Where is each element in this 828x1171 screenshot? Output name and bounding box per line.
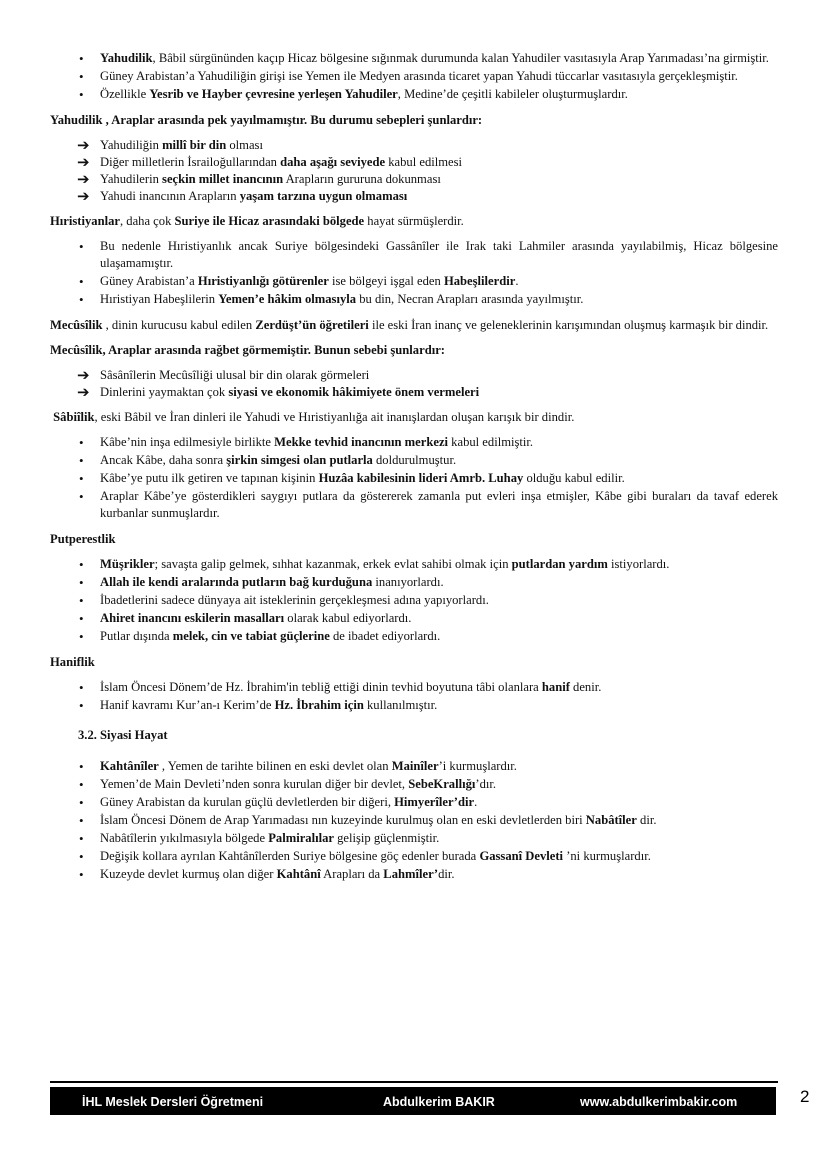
list-item: • Müşrikler; savaşta galip gelmek, sıhhat kazanmak, erkek evlat sahibi olmak için putlardan yardım istiyorlardı. bbox=[50, 556, 778, 573]
list-item: • İbadetlerini sadece dünyaya ait isteklerinin gerçekleşmesi adına yapıyorlardı. bbox=[50, 592, 778, 609]
list-item: ➔ Yahudilerin seçkin millet inancının Arapların gururuna dokunması bbox=[77, 170, 441, 188]
list-item: • Güney Arabistan’a Yahudiliğin girişi ise Yemen ile Medyen arasında ticaret yapan Yahudi tüccarlar vasıtasıyla gerçekleşmiştir. bbox=[50, 68, 778, 85]
arrow-right-icon: ➔ bbox=[77, 187, 90, 205]
footer-website-link[interactable]: www.abdulkerimbakir.com bbox=[580, 1095, 738, 1109]
list-item: • Kâbe’nin inşa edilmesiyle birlikte Mekke tevhid inancının merkezi kabul edilmiştir. bbox=[50, 434, 778, 451]
yahudilik-list bbox=[50, 50, 778, 103]
siyasi-hayat-heading: 3.2. Siyasi Hayat bbox=[78, 728, 168, 742]
document-page bbox=[50, 50, 778, 884]
list-item: • Bu nedenle Hıristiyanlık ancak Suriye bölgesindeki Gassânîler ile Irak taki Lahmiler arasında yayılabilmiş, Hicaz bölgesine ulaşamamıştır. bbox=[50, 238, 778, 272]
footer-author-name: Abdulkerim BAKIR bbox=[383, 1095, 495, 1109]
arrow-right-icon: ➔ bbox=[77, 170, 90, 188]
footer-author-title: İHL Meslek Dersleri Öğretmeni bbox=[82, 1095, 264, 1109]
list-item: • Ancak Kâbe, daha sonra şirkin simgesi olan putlarla doldurulmuştur. bbox=[50, 452, 778, 469]
arrow-right-icon: ➔ bbox=[77, 383, 90, 401]
kabe-list bbox=[50, 434, 778, 522]
list-item: ➔ Yahudiliğin millî bir din olması bbox=[77, 136, 263, 154]
siyasi-hayat-list bbox=[50, 758, 778, 883]
arrow-right-icon: ➔ bbox=[77, 153, 90, 171]
mecusilik-reasons-heading: Mecûsîlik, Araplar arasında rağbet görmemiştir. Bunun sebebi şunlardır: bbox=[50, 343, 445, 357]
list-item: • Yahudilik, Bâbil sürgününden kaçıp Hicaz bölgesine sığınmak durumunda kalan Yahudiler vasıtasıyla Arap Yarımadası’na girmiştir. bbox=[50, 50, 778, 67]
hiristiyanlik-list bbox=[50, 238, 778, 308]
list-item: • Güney Arabistan’a Hıristiyanlığı götürenler ise bölgeyi işgal eden Habeşlilerdir. bbox=[50, 273, 778, 290]
list-item: • Kuzeyde devlet kurmuş olan diğer Kahtânî Arapları da Lahmîler’dir. bbox=[50, 866, 778, 883]
list-item: ➔ Diğer milletlerin İsrailoğullarından daha aşağı seviyede kabul edilmesi bbox=[77, 153, 463, 171]
sabiilik-paragraph: Sâbiîlik, eski Bâbil ve İran dinleri ile Yahudi ve Hıristiyanlığa ait inanışlardan oluşan karışık bir dindir. bbox=[53, 410, 575, 424]
page-footer bbox=[50, 1087, 776, 1115]
haniflik-heading: Haniflik bbox=[50, 655, 95, 669]
footer-divider bbox=[50, 1081, 778, 1083]
arrow-right-icon: ➔ bbox=[77, 366, 90, 384]
list-item: • Ahiret inancını eskilerin masalları olarak kabul ediyorlardı. bbox=[50, 610, 778, 627]
list-item: • Güney Arabistan da kurulan güçlü devletlerden bir diğeri, Himyerîler’dir. bbox=[50, 794, 778, 811]
list-item: • Nabâtîlerin yıkılmasıyla bölgede Palmiralılar gelişip güçlenmiştir. bbox=[50, 830, 778, 847]
page-number: 2 bbox=[800, 1087, 810, 1106]
hiristiyanlar-paragraph: Hıristiyanlar, daha çok Suriye ile Hicaz arasındaki bölgede hayat sürmüşlerdir. bbox=[50, 214, 464, 228]
mecusilik-paragraph: Mecûsîlik , dinin kurucusu kabul edilen Zerdüşt’ün öğretileri ile eski İran inanç ve geleneklerinin karışımından oluşmuş karmaşık bir dindir. bbox=[50, 318, 769, 332]
mecusilik-reasons-list bbox=[50, 367, 778, 401]
list-item: • Kahtânîler , Yemen de tarihte bilinen en eski devlet olan Mainîler’i kurmuşlardır. bbox=[50, 758, 778, 775]
list-item: ➔ Yahudi inancının Arapların yaşam tarzına uygun olmaması bbox=[77, 187, 408, 205]
list-item: • Putlar dışında melek, cin ve tabiat güçlerine de ibadet ediyorlardı. bbox=[50, 628, 778, 645]
yahudilik-reasons-heading: Yahudilik , Araplar arasında pek yayılmamıştır. Bu durumu sebepleri şunlardır: bbox=[50, 113, 483, 127]
list-item: • Yemen’de Main Devleti’nden sonra kurulan diğer bir devlet, SebeKrallığı’dır. bbox=[50, 776, 778, 793]
haniflik-list bbox=[50, 679, 778, 714]
list-item: • İslam Öncesi Dönem de Arap Yarımadası nın kuzeyinde kurulmuş olan en eski devletlerden biri Nabâtîler dir. bbox=[50, 812, 778, 829]
list-item: • Allah ile kendi aralarında putların bağ kurduğuna inanıyorlardı. bbox=[50, 574, 778, 591]
arrow-right-icon: ➔ bbox=[77, 136, 90, 154]
list-item: • Kâbe’ye putu ilk getiren ve tapınan kişinin Huzâa kabilesinin lideri Amrb. Luhay olduğu kabul edilir. bbox=[50, 470, 778, 487]
list-item: ➔ Sâsânîlerin Mecûsîliği ulusal bir din olarak görmeleri bbox=[77, 366, 370, 384]
list-item: ➔ Dinlerini yaymaktan çok siyasi ve ekonomik hâkimiyete önem vermeleri bbox=[77, 383, 480, 401]
list-item: • Araplar Kâbe’ye gösterdikleri saygıyı putlara da göstererek zamanla put evleri inşa etmişler, Kâbe gibi buraları da tavaf ederek kurbanlar sunmuşlardır. bbox=[50, 488, 778, 522]
putperestlik-list bbox=[50, 556, 778, 645]
list-item: • Değişik kollara ayrılan Kahtânîlerden Suriye bölgesine göç edenler burada Gassanî Devleti ’ni kurmuşlardır. bbox=[50, 848, 778, 865]
list-item: • İslam Öncesi Dönem’de Hz. İbrahim'in tebliğ ettiği dinin tevhid boyutuna tâbi olanlara hanif denir. bbox=[50, 679, 778, 696]
putperestlik-heading: Putperestlik bbox=[50, 532, 116, 546]
yahudilik-reasons-list bbox=[50, 137, 778, 205]
list-item: • Hanif kavramı Kur’an-ı Kerim’de Hz. İbrahim için kullanılmıştır. bbox=[50, 697, 778, 714]
list-item: • Hıristiyan Habeşlilerin Yemen’e hâkim olmasıyla bu din, Necran Arapları arasında yayılmıştır. bbox=[50, 291, 778, 308]
list-item: • Özellikle Yesrib ve Hayber çevresine yerleşen Yahudiler, Medine’de çeşitli kabileler oluşturmuşlardır. bbox=[50, 86, 778, 103]
